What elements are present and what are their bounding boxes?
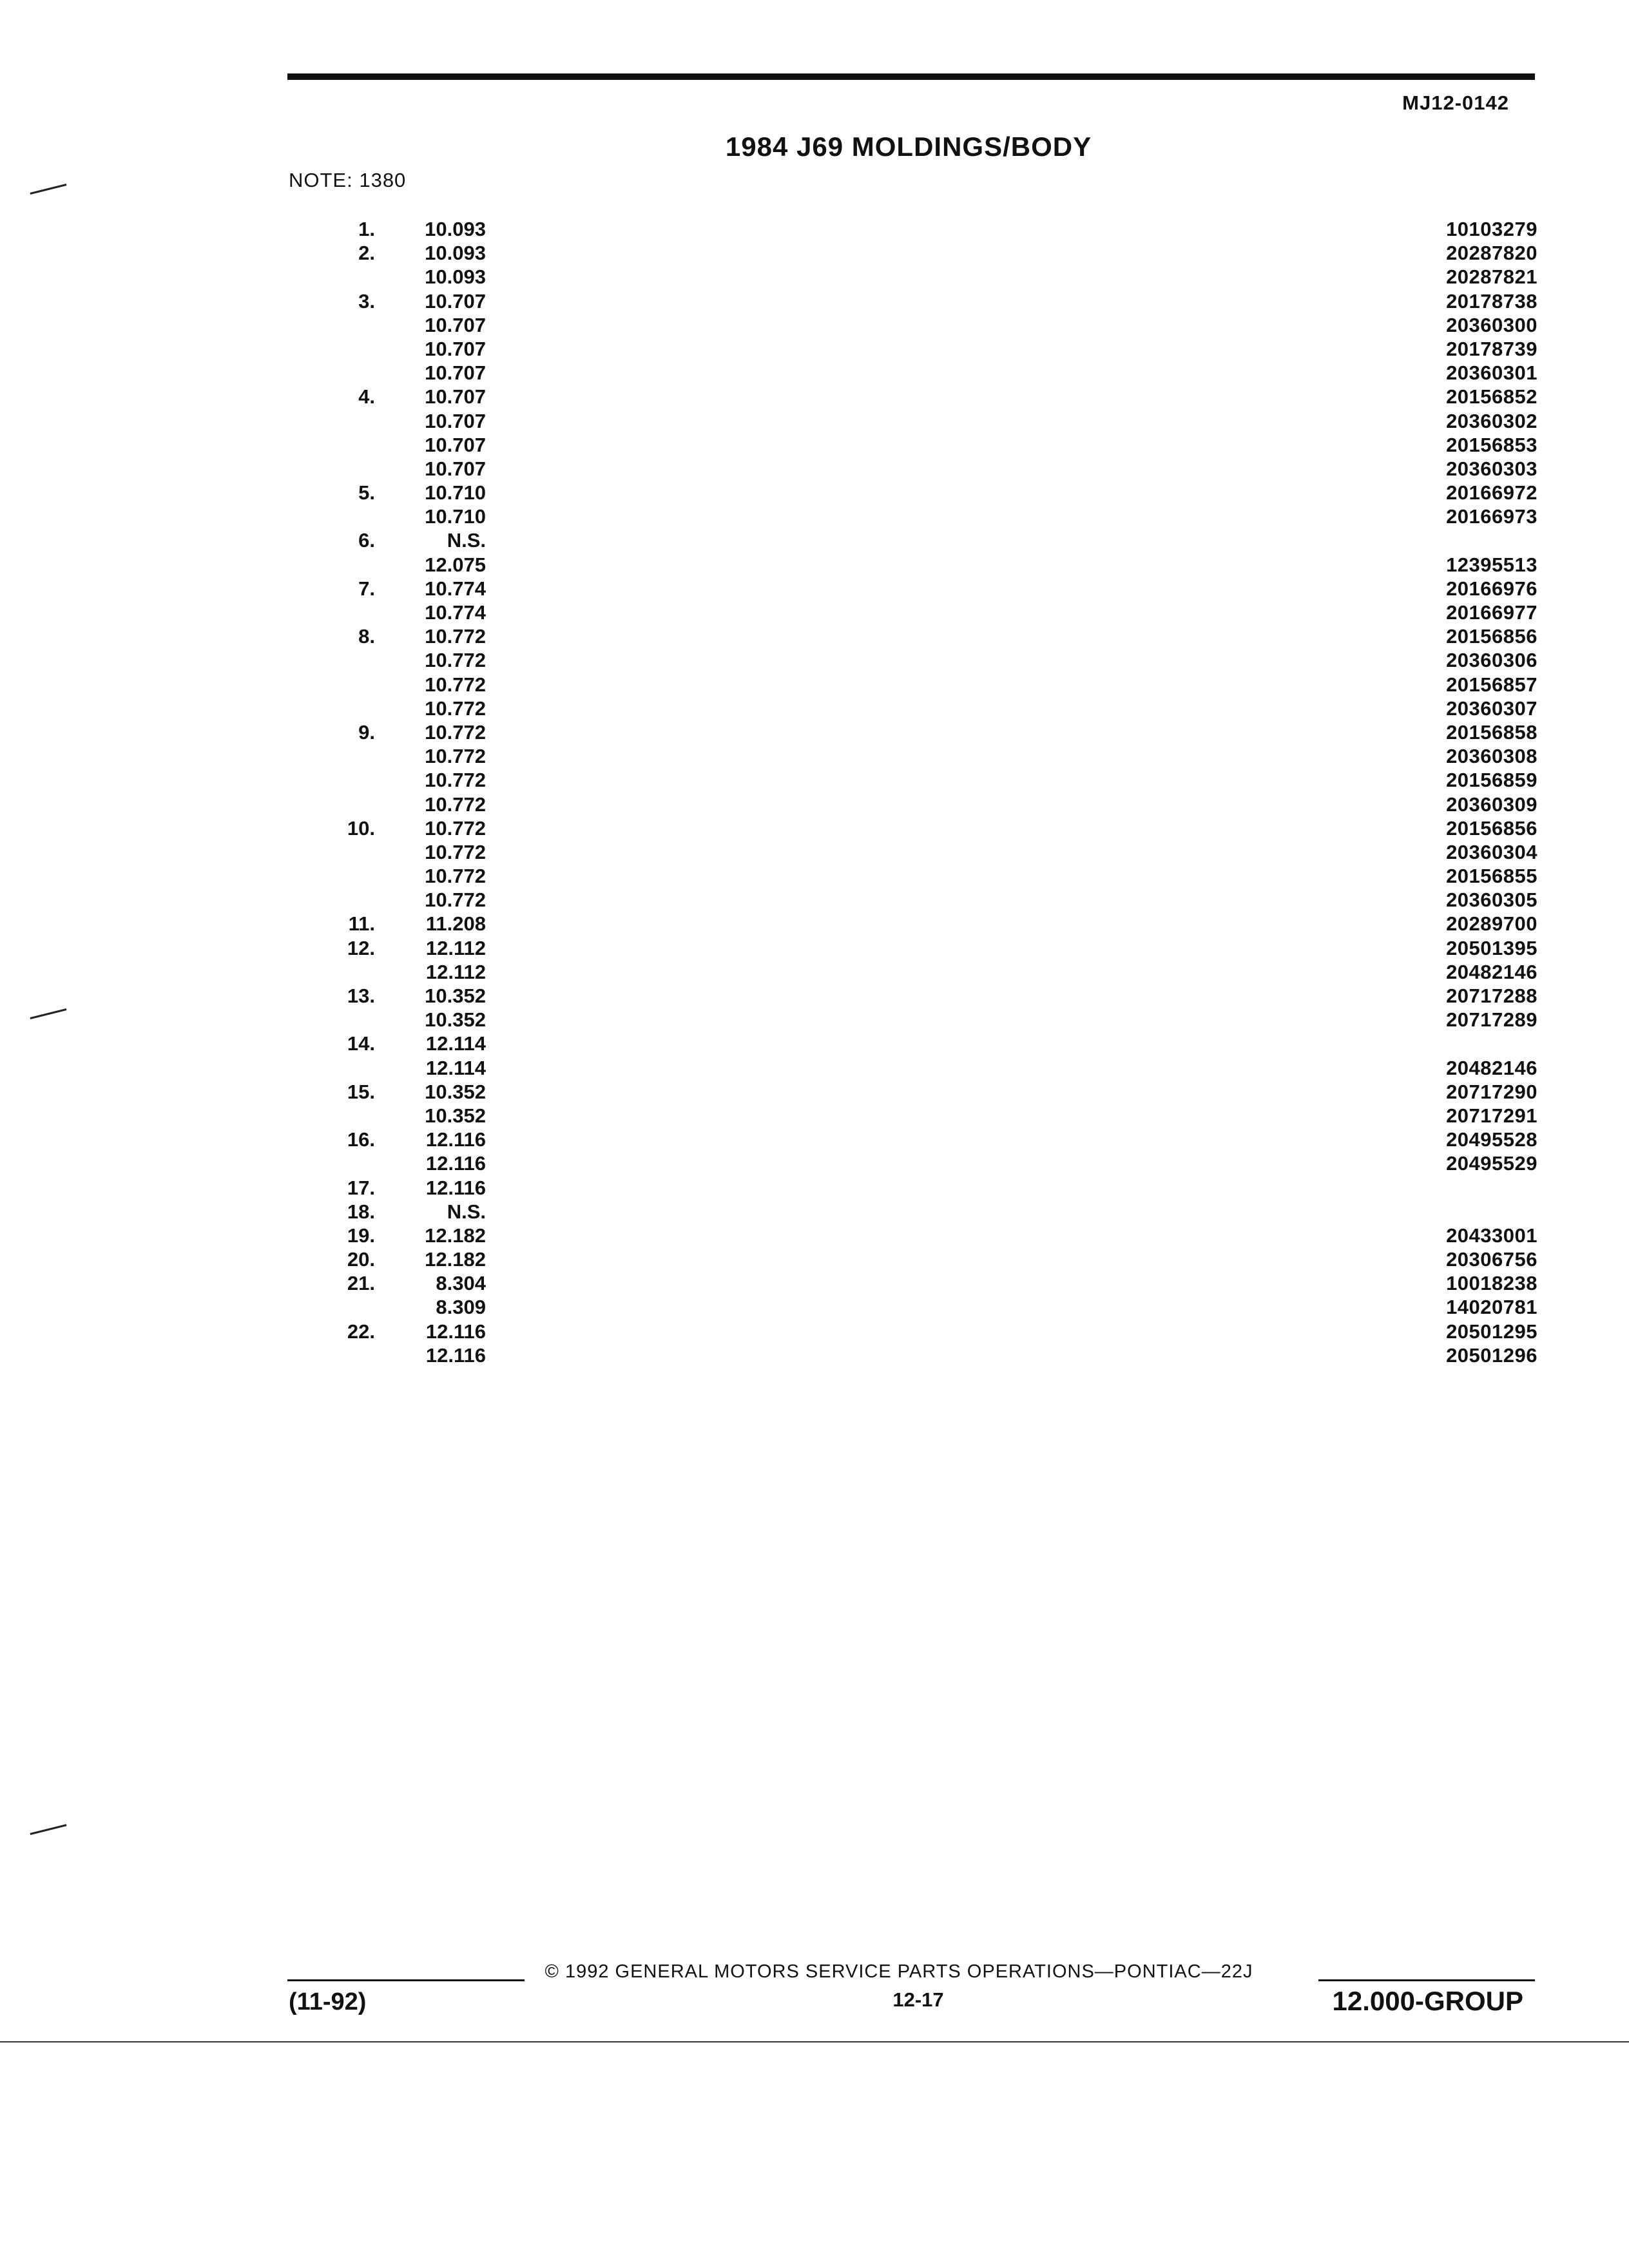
item-number: 21.: [347, 1272, 375, 1295]
part-number: 20166972: [1446, 481, 1537, 505]
part-number: 20287820: [1446, 242, 1537, 265]
group-number: 10.774: [425, 601, 486, 624]
group-number: 10.707: [425, 385, 486, 408]
parts-row: [287, 289, 1537, 313]
part-number: 20156852: [1446, 385, 1537, 408]
group-number: 12.182: [425, 1248, 486, 1271]
scan-mark: [30, 184, 66, 195]
group-number: 10.772: [425, 889, 486, 912]
part-number: 20717290: [1446, 1080, 1537, 1103]
part-number: 20501295: [1446, 1320, 1537, 1343]
part-number: 14020781: [1446, 1296, 1537, 1319]
item-number: 8.: [358, 625, 375, 648]
footer-page-number: 12-17: [892, 1988, 944, 2011]
parts-row: [287, 648, 1537, 672]
parts-row: [287, 936, 1537, 960]
group-number: 10.772: [425, 793, 486, 816]
part-number: 20717289: [1446, 1008, 1537, 1032]
parts-row: [287, 744, 1537, 768]
parts-row: [287, 1200, 1537, 1224]
part-number: 20156856: [1446, 816, 1537, 840]
group-number: 10.707: [425, 313, 486, 336]
item-number: 16.: [347, 1128, 375, 1151]
group-number: 10.707: [425, 409, 486, 432]
item-number: 10.: [347, 816, 375, 840]
part-number: 20166976: [1446, 577, 1537, 600]
parts-row: [287, 265, 1537, 289]
parts-row: [287, 1271, 1537, 1295]
group-number: 10.774: [425, 577, 486, 600]
item-number: 1.: [358, 218, 375, 240]
parts-row: [287, 1176, 1537, 1200]
group-number: 10.707: [425, 457, 486, 480]
parts-row: [287, 313, 1537, 337]
part-number: 20166973: [1446, 505, 1537, 528]
part-number: 20433001: [1446, 1224, 1537, 1247]
group-number: 10.352: [425, 985, 486, 1007]
item-number: 15.: [347, 1080, 375, 1103]
parts-row: [287, 1247, 1537, 1271]
part-number: 20289700: [1446, 912, 1537, 936]
parts-row: [287, 912, 1537, 936]
part-number: 20495528: [1446, 1128, 1537, 1151]
part-number: 20360308: [1446, 745, 1537, 768]
part-number: 20156856: [1446, 625, 1537, 648]
group-number: 10.772: [425, 840, 486, 863]
item-number: 6.: [358, 529, 375, 552]
parts-row: [287, 1320, 1537, 1343]
item-number: 18.: [347, 1200, 375, 1223]
group-number: 10.707: [425, 433, 486, 456]
group-number: 10.707: [425, 361, 486, 385]
part-number: 20501296: [1446, 1343, 1537, 1367]
group-number: 12.114: [425, 1056, 486, 1079]
footer-date: (11-92): [289, 1988, 367, 2015]
parts-row: [287, 481, 1537, 505]
parts-row: [287, 1343, 1537, 1367]
parts-row: [287, 1295, 1537, 1319]
group-number: 10.772: [425, 769, 486, 792]
part-number: 20360309: [1446, 793, 1537, 816]
parts-row: [287, 433, 1537, 457]
group-number: 10.710: [425, 505, 486, 528]
group-number: 10.093: [425, 218, 486, 240]
parts-row: [287, 1104, 1537, 1128]
page-title: 1984 J69 MOLDINGS/BODY: [725, 131, 1092, 162]
item-number: 5.: [358, 481, 375, 505]
parts-row: [287, 241, 1537, 265]
parts-row: [287, 984, 1537, 1008]
part-number: 12395513: [1446, 553, 1537, 576]
item-number: 20.: [347, 1248, 375, 1271]
parts-row: [287, 840, 1537, 864]
part-number: 20495529: [1446, 1152, 1537, 1175]
group-number: 12.116: [425, 1320, 486, 1343]
part-number: 20287821: [1446, 265, 1537, 289]
part-number: 20156858: [1446, 720, 1537, 744]
bottom-rule: [0, 2041, 1629, 2042]
group-number: 10.093: [425, 265, 486, 289]
parts-row: [287, 361, 1537, 385]
part-number: 20156853: [1446, 433, 1537, 456]
item-number: 12.: [347, 936, 375, 959]
parts-row: [287, 577, 1537, 601]
parts-row: [287, 1056, 1537, 1080]
part-number: 20360303: [1446, 457, 1537, 480]
parts-row: [287, 720, 1537, 744]
part-number: 20306756: [1446, 1248, 1537, 1271]
group-number: 12.112: [425, 936, 486, 959]
parts-row: [287, 1032, 1537, 1055]
group-number: 11.208: [425, 912, 486, 936]
parts-row: [287, 1128, 1537, 1151]
group-number: 12.075: [425, 553, 486, 576]
part-number: 20178738: [1446, 289, 1537, 312]
item-number: 11.: [348, 912, 375, 936]
parts-row: [287, 864, 1537, 888]
group-number: 8.304: [436, 1272, 486, 1295]
parts-row: [287, 816, 1537, 840]
item-number: 22.: [347, 1320, 375, 1343]
top-rule: [287, 73, 1535, 80]
parts-row: [287, 385, 1537, 408]
parts-row: [287, 673, 1537, 697]
group-number: 10.772: [425, 697, 486, 720]
parts-row: [287, 337, 1537, 361]
parts-row: [287, 601, 1537, 624]
part-number: 20156859: [1446, 769, 1537, 792]
parts-row: [287, 1008, 1537, 1032]
group-number: 10.710: [425, 481, 486, 505]
group-number: 10.772: [425, 673, 486, 696]
group-number: 12.116: [425, 1152, 486, 1175]
group-number: 10.772: [425, 816, 486, 840]
group-number: 10.707: [425, 337, 486, 360]
group-number: 10.772: [425, 625, 486, 648]
part-number: 20360300: [1446, 313, 1537, 336]
part-number: 20360307: [1446, 697, 1537, 720]
group-number: 10.352: [425, 1008, 486, 1032]
group-number: 12.116: [425, 1176, 486, 1199]
parts-row: [287, 1151, 1537, 1175]
item-number: 13.: [347, 985, 375, 1007]
parts-row: [287, 624, 1537, 648]
group-number: 12.112: [425, 960, 486, 983]
group-number: 10.352: [425, 1104, 486, 1127]
parts-row: [287, 409, 1537, 433]
part-number: 20360306: [1446, 649, 1537, 672]
parts-row: [287, 793, 1537, 816]
group-number: 10.772: [425, 649, 486, 672]
parts-row: [287, 1080, 1537, 1104]
note: NOTE: 1380: [289, 169, 407, 191]
parts-row: [287, 1224, 1537, 1247]
footer-copyright: © 1992 GENERAL MOTORS SERVICE PARTS OPERATIONS—PONTIAC—22J: [545, 1961, 1253, 1982]
part-number: 20156857: [1446, 673, 1537, 696]
parts-row: [287, 217, 1537, 241]
part-number: 20360305: [1446, 889, 1537, 912]
item-number: 19.: [347, 1224, 375, 1247]
doc-code: MJ12-0142: [1402, 91, 1509, 114]
group-number: 12.114: [425, 1032, 486, 1055]
parts-row: [287, 528, 1537, 552]
item-number: 14.: [347, 1032, 375, 1055]
group-number: 10.707: [425, 289, 486, 312]
item-number: 17.: [347, 1176, 375, 1199]
part-number: 20178739: [1446, 337, 1537, 360]
part-number: 20717291: [1446, 1104, 1537, 1127]
scan-mark: [30, 1008, 66, 1019]
part-number: 20360304: [1446, 840, 1537, 863]
item-number: 7.: [358, 577, 375, 600]
group-number: 10.352: [425, 1080, 486, 1103]
group-number: 10.772: [425, 720, 486, 744]
group-number: 12.182: [425, 1224, 486, 1247]
part-number: 20360302: [1446, 409, 1537, 432]
parts-row: [287, 457, 1537, 481]
group-number: N.S.: [447, 529, 486, 552]
group-number: 10.772: [425, 745, 486, 768]
item-number: 2.: [358, 242, 375, 265]
part-number: 20166977: [1446, 601, 1537, 624]
part-number: 20482146: [1446, 960, 1537, 983]
parts-row: [287, 960, 1537, 984]
group-number: 10.772: [425, 865, 486, 888]
scan-mark: [30, 1824, 66, 1835]
group-number: 10.093: [425, 242, 486, 265]
parts-row: [287, 553, 1537, 577]
part-number: 10103279: [1446, 218, 1537, 240]
item-number: 3.: [358, 289, 375, 312]
item-number: 9.: [358, 720, 375, 744]
footer-group: 12.000-GROUP: [1332, 1986, 1523, 2016]
part-number: 20156855: [1446, 865, 1537, 888]
parts-row: [287, 697, 1537, 720]
parts-row: [287, 888, 1537, 912]
parts-row: [287, 768, 1537, 792]
part-number: 20717288: [1446, 985, 1537, 1007]
item-number: 4.: [358, 385, 375, 408]
group-number: 12.116: [425, 1128, 486, 1151]
group-number: 12.116: [425, 1343, 486, 1367]
group-number: 8.309: [436, 1296, 486, 1319]
part-number: 20501395: [1446, 936, 1537, 959]
parts-row: [287, 505, 1537, 528]
part-number: 10018238: [1446, 1272, 1537, 1295]
part-number: 20360301: [1446, 361, 1537, 385]
parts-list: [287, 217, 1537, 1367]
part-number: 20482146: [1446, 1056, 1537, 1079]
group-number: N.S.: [447, 1200, 486, 1223]
